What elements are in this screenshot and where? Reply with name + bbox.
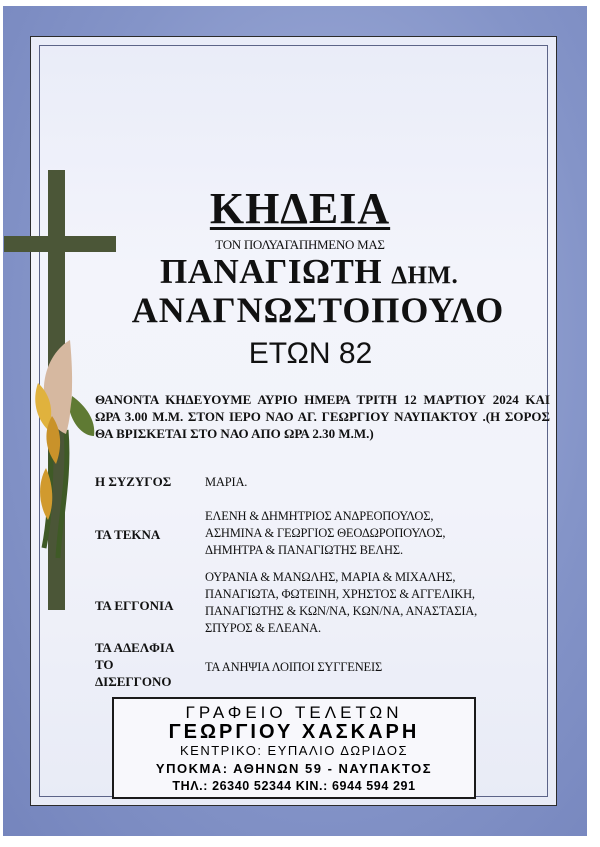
footer-line-3: ΚΕΝΤΡΙΚΟ: ΕΥΠΑΛΙΟ ΔΩΡΙΔΟΣ bbox=[179, 743, 408, 758]
list-item: ΔΗΜΗΤΡΑ & ΠΑΝΑΓΙΩΤΗΣ ΒΕΛΗΣ. bbox=[205, 543, 403, 557]
footer-line-2: ΓΕΩΡΓΙΟΥ ΧΑΣΚΑΡΗ bbox=[168, 721, 420, 743]
page-title: ΚΗΔΕΙΑ bbox=[209, 184, 391, 233]
children-label: ΤΑ ΤΕΚΝΑ bbox=[95, 527, 161, 542]
list-item: ΕΛΕΝΗ & ΔΗΜΗΤΡΙΟΣ ΑΝΔΡΕΟΠΟΥΛΟΣ, bbox=[205, 509, 434, 523]
deceased-first-name bbox=[160, 252, 458, 292]
footer-line-4: ΥΠΟΚΜΑ: ΑΘΗΝΩΝ 59 - ΝΑΥΠΑΚΤΟΣ bbox=[155, 761, 433, 776]
funeral-announcement: ΘΑΝΟΝΤΑ ΚΗΔΕΥΟΥΜΕ ΑΥΡΙΟ ΗΜΕΡΑ ΤΡΙΤΗ 12 ΜΑΡΤΙΟΥ 2024 ΚΑΙ ΩΡΑ 3.00 Μ.Μ. ΣΤΟΝ ΙΕΡΟ ΝΑΟ ΑΓ. ΓΕΩΡΓΙΟΥ ΝΑΥΠΑΚΤΟΥ .(Η ΣΟΡΟΣ ΘΑ ΒΡΙΣΚΕΤΑΙ ΣΤΟ ΝΑΟ ΑΠΟ ΩΡΑ 2.30 Μ.Μ.) bbox=[95, 392, 550, 441]
grandchildren-label: ΤΑ ΕΓΓΟΝΙΑ bbox=[95, 598, 174, 613]
label-line: ΤΟ bbox=[95, 657, 114, 672]
label-line: ΤΑ ΑΔΕΛΦΙΑ bbox=[95, 640, 175, 655]
spouse-label: Η ΣΥΖΥΓΟΣ bbox=[95, 474, 172, 489]
relatives-value: ΤΑ ΑΝΗΨΙΑ ΛΟΙΠΟΙ ΣΥΓΓΕΝΕΙΣ bbox=[205, 660, 383, 674]
siblings-label bbox=[95, 639, 174, 690]
label-line: ΔΙΣΕΓΓΟΝΟ bbox=[95, 674, 172, 689]
list-item: ΠΑΝΑΓΙΩΤΑ, ΦΩΤΕΙΝΗ, ΧΡΗΣΤΟΣ & ΑΓΓΕΛΙΚΗ, bbox=[205, 587, 475, 601]
list-item: ΣΠΥΡΟΣ & ΕΛΕΑΝΑ. bbox=[205, 621, 321, 635]
list-item: ΠΑΝΑΓΙΩΤΗΣ & ΚΩΝ/ΝΑ, ΚΩΝ/ΝΑ, ΑΝΑΣΤΑΣΙΑ, bbox=[205, 604, 478, 618]
funeral-home-box bbox=[112, 697, 476, 799]
intro-text: ΤΟΝ ΠΟΛΥΑΓΑΠΗΜΕΝΟ ΜΑΣ bbox=[215, 237, 385, 252]
footer-line-5: ΤΗΛ.: 26340 52344 ΚΙΝ.: 6944 594 291 bbox=[172, 779, 416, 793]
footer-line-1: ΓΡΑΦΕΙΟ ΤΕΛΕΤΩΝ bbox=[185, 703, 403, 722]
children-list bbox=[205, 508, 445, 559]
deceased-surname: ΑΝΑΓΝΩΣΤΟΠΟΥΛΟ bbox=[131, 290, 505, 330]
first-name: ΠΑΝΑΓΙΩΤΗ bbox=[160, 252, 383, 291]
list-item: ΟΥΡΑΝΙΑ & ΜΑΝΩΛΗΣ, ΜΑΡΙΑ & ΜΙΧΑΛΗΣ, bbox=[205, 570, 456, 584]
spouse-value: ΜΑΡΙΑ. bbox=[205, 475, 248, 489]
father-name: ΔΗΜ. bbox=[391, 262, 459, 289]
grandchildren-list bbox=[205, 569, 477, 637]
list-item: ΑΣΗΜΙΝΑ & ΓΕΩΡΓΙΟΣ ΘΕΟΔΩΡΟΠΟΥΛΟΣ, bbox=[205, 526, 446, 540]
deceased-age: ΕΤΩΝ 82 bbox=[248, 337, 373, 370]
